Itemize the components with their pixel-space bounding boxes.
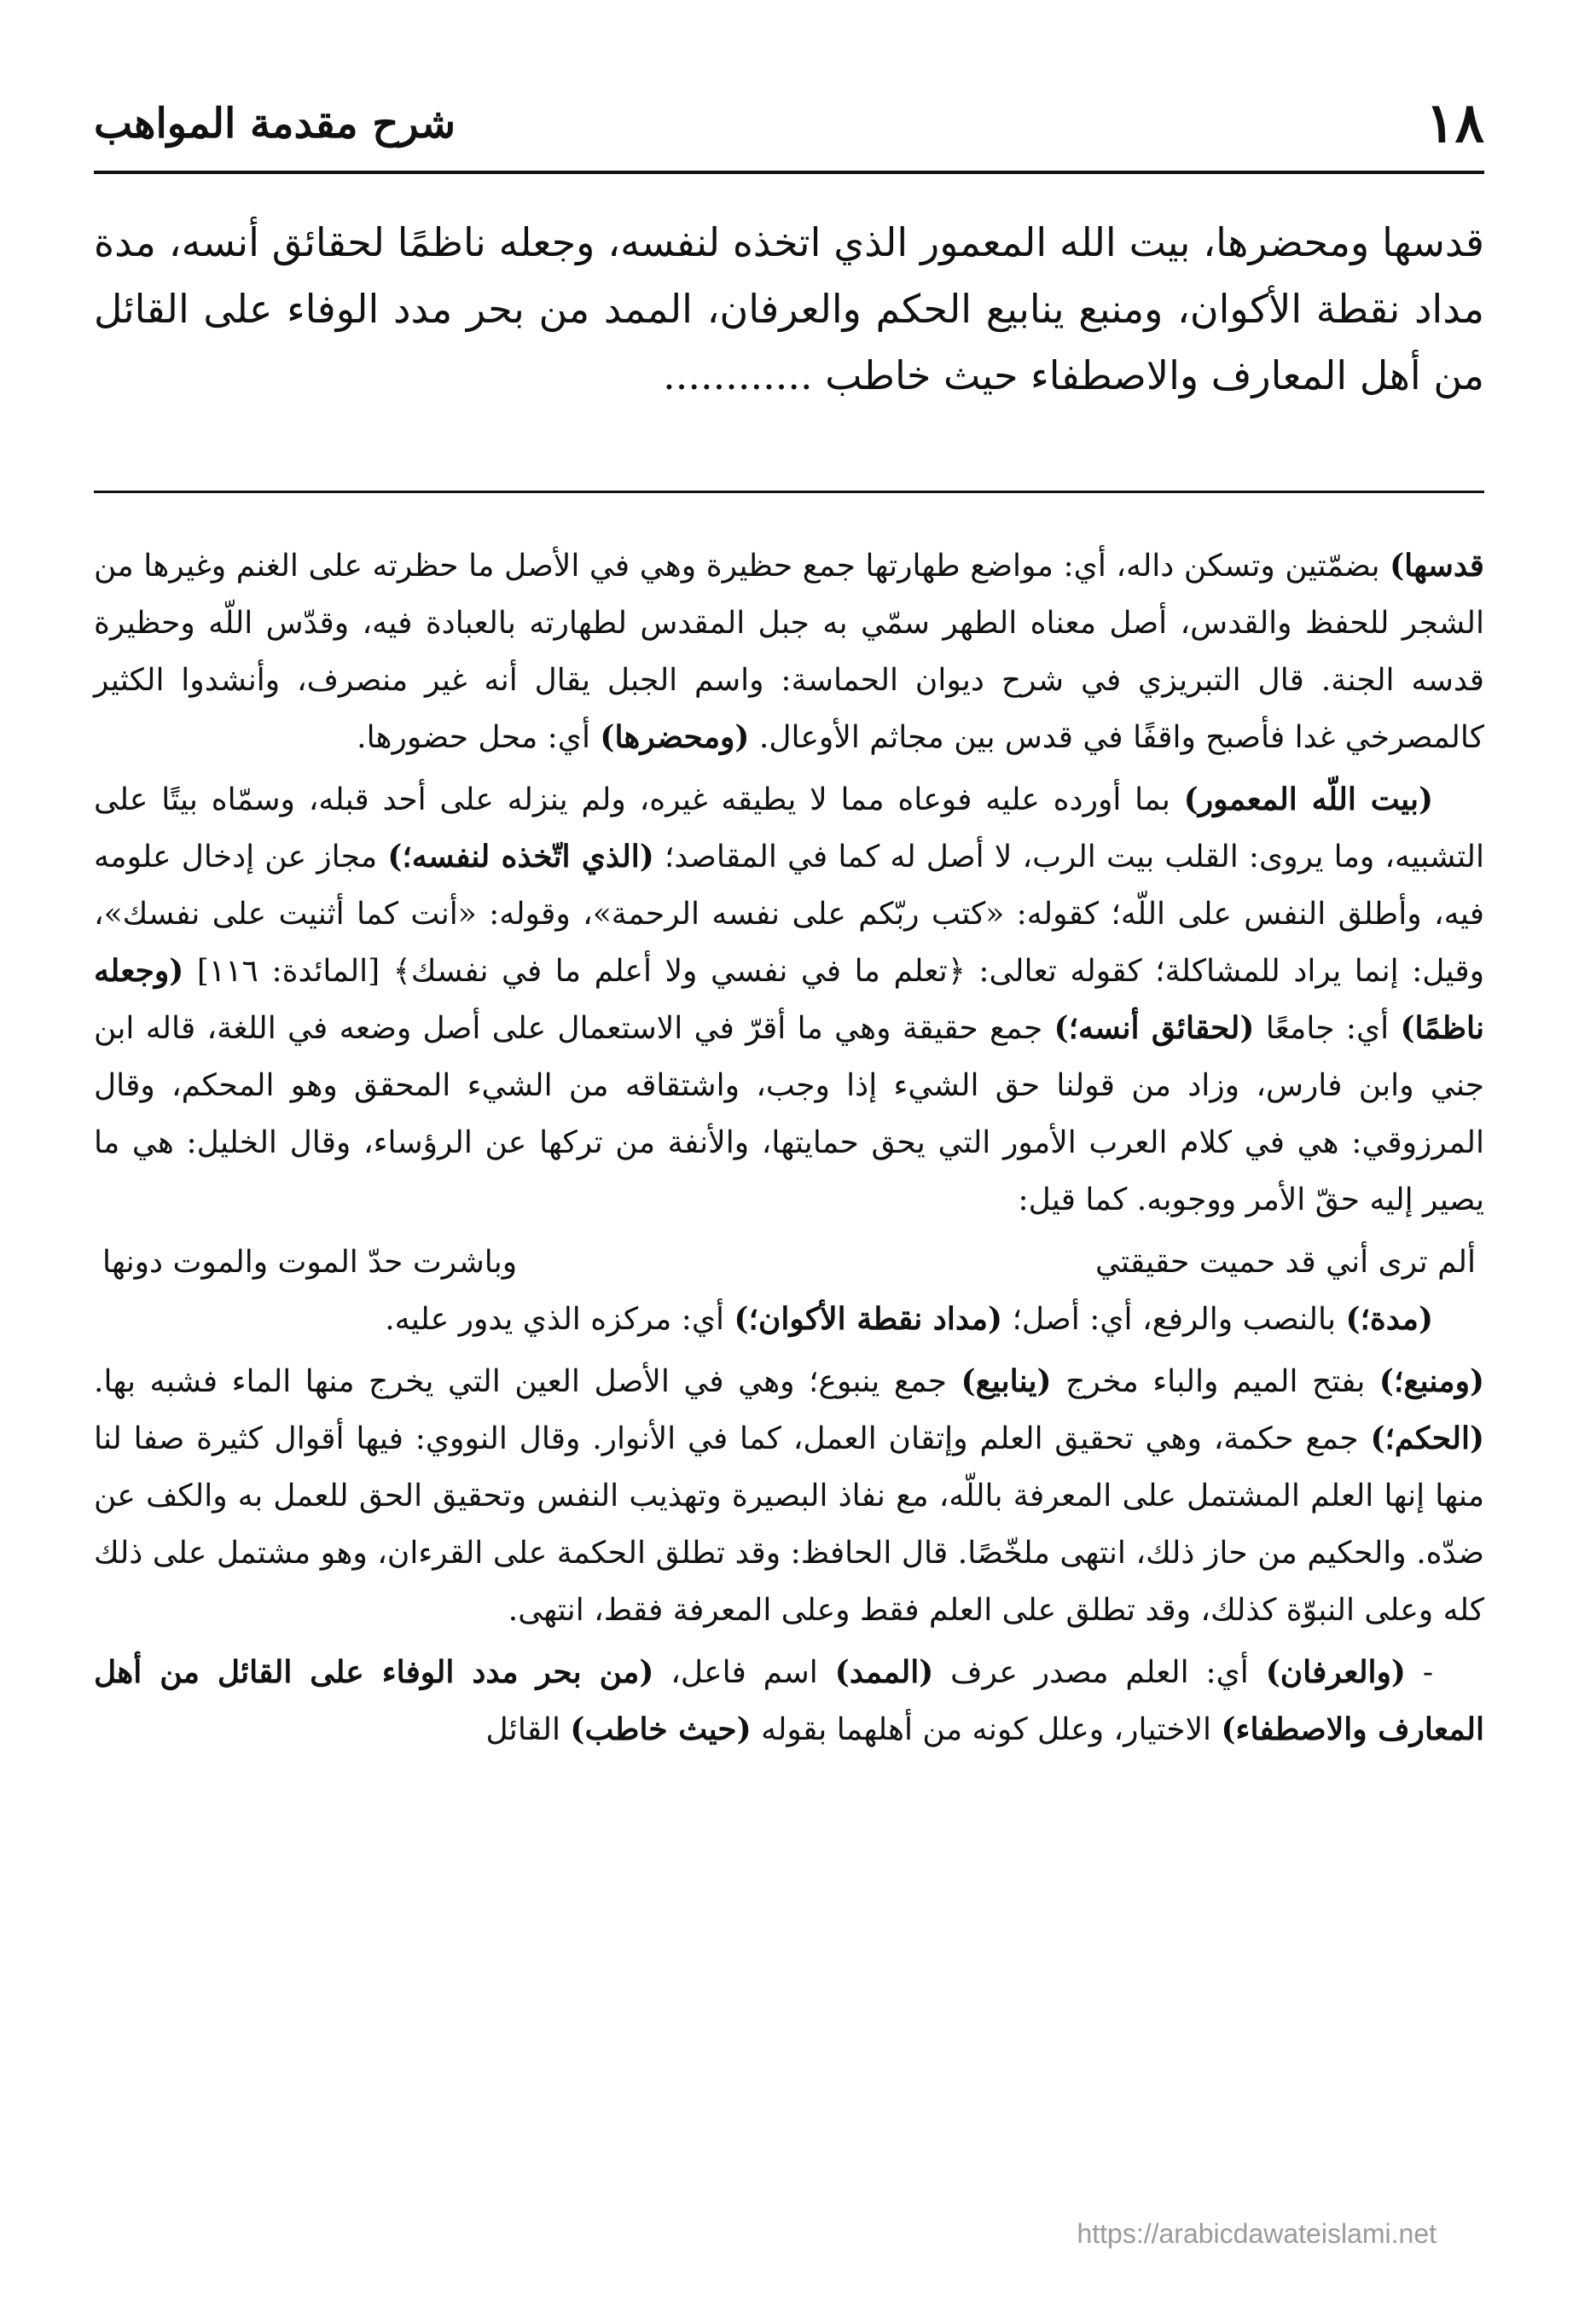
commentary-text: القائل [485, 1712, 571, 1747]
bold-lemma: (ينابيع) [961, 1363, 1052, 1399]
matn-sharh-separator [94, 491, 1484, 493]
bold-lemma: (والعرفان) [1265, 1654, 1406, 1690]
website-watermark: https://arabicdawateislami.net [1077, 2218, 1437, 2249]
commentary-text: بضمّتين وتسكن داله، أي: مواضع طهارتها جمع حظيرة وهي في الأصل ما حظرته على الغنم وغيرها من الشجر للحفظ والقدس، أصل معناه الطهر سمّي به جبل المقدس لطهارته بالعبادة فيه، وقدّس اللّه وحظيرة قدسه الجنة. قال التبريزي في شرح ديوان الحماسة: واسم الجبل يقال أنه غير منصرف، وأنشدوا الكثير كالمصرخي غدا فأصبح واقفًا في قدس بين مجاثم الأوعال. [94, 549, 1484, 755]
commentary-text: جمع ينبوع؛ وهي في الأصل العين التي يخرج منها الماء فشبه بها. [94, 1364, 961, 1399]
header-rule [94, 171, 1484, 174]
bold-lemma: (مدة؛) [1345, 1301, 1433, 1337]
verse-first-hemistich: ألم ترى أني قد حميت حقيقتي [1094, 1245, 1476, 1280]
sharh-paragraph-5 [94, 1644, 1484, 1758]
sharh-paragraph-3 [94, 1291, 1484, 1348]
commentary-text: أي: محل حضورها. [357, 720, 601, 755]
commentary-text: أي: جامعًا [1254, 1011, 1401, 1046]
sharh-paragraph-4 [94, 1353, 1484, 1639]
commentary-text: بفتح الميم والباء مخرج [1051, 1364, 1379, 1399]
page-header [94, 85, 1484, 162]
matn-text-block [94, 209, 1484, 409]
commentary-text: جمع حقيقة وهي ما أقرّ في الاستعمال على أصل وضعه في اللغة، قاله ابن جني وابن فارس، وزاد من قولنا حق الشيء إذا وجب، واشتقاقه من الشيء المحقق وهو المحكم، وقال المرزوقي: هي في كلام العرب الأمور التي يحق حمايتها، والأنفة من تركها عن الرؤساء، وقال الخليل: هي ما يصير إليه حقّ الأمر ووجوبه. كما قيل: [94, 1011, 1484, 1217]
sharh-paragraph-1 [94, 537, 1484, 766]
commentary-text: بالنصب والرفع، أي: أصل؛ [1002, 1302, 1346, 1337]
bold-lemma: (لحقائق أنسه؛) [1054, 1010, 1255, 1046]
bold-lemma: (مداد نقطة الأكوان؛) [734, 1301, 1003, 1337]
bold-lemma: (ومنبع؛) [1379, 1363, 1484, 1399]
bold-lemma: (حيث خاطب) [570, 1711, 752, 1747]
bold-lemma: (الذي اتّخذه لنفسه؛) [387, 839, 654, 874]
bold-lemma: (وجعله ناظمًا) [94, 953, 1484, 1046]
verse-second-hemistich: وباشرت حدّ الموت والموت دونها [102, 1245, 518, 1280]
commentary-text: أي: مركزه الذي يدور عليه. [385, 1302, 734, 1337]
bold-lemma: (الحكم؛) [1370, 1421, 1484, 1456]
commentary-text: جمع حكمة، وهي تحقيق العلم وإتقان العمل، كما في الأنوار. وقال النووي: فيها أقوال كثيرة صفا لنا منها إنها العلم المشتمل على المعرفة باللّه، مع نفاذ البصيرة وتهذيب النفس وتحقيق الحق للعمل به والكف عن ضدّه. والحكيم من حاز ذلك، انتهى ملخّصًا. قال الحافظ: وقد تطلق الحكمة على القرءان، وهو مشتمل على ذلك كله وعلى النبوّة كذلك، وقد تطلق على العلم فقط وعلى المعرفة فقط، انتهى. [94, 1421, 1484, 1628]
commentary-text: الاختيار، وعلل كونه من أهلهما بقوله [751, 1712, 1222, 1747]
matn-paragraph: قدسها ومحضرها، بيت الله المعمور الذي اتخذه لنفسه، وجعله ناظمًا لحقائق أنسه، مدة مداد نقطة الأكوان، ومنبع ينابيع الحكم والعرفان، الممد من بحر مدد الوفاء على القائل من أهل المعارف والاصطفاء حيث خاطب ............ [94, 219, 1484, 398]
bold-lemma: (الممد) [834, 1654, 934, 1690]
bold-lemma: قدسها) [1390, 548, 1484, 584]
running-title: شرح مقدمة المواهب [94, 100, 456, 148]
commentary-text: اسم فاعل، [653, 1655, 835, 1690]
sharh-paragraph-2 [94, 771, 1484, 1229]
poetry-verse [94, 1234, 1484, 1291]
bold-lemma: (من بحر مدد الوفاء على القائل من أهل المعارف والاصطفاء) [94, 1654, 1484, 1747]
commentary-text: - [1405, 1655, 1434, 1690]
page-number: ١٨ [1425, 91, 1484, 155]
bold-lemma: (ومحضرها) [600, 719, 750, 755]
commentary-text: بما أورده عليه فوعاه مما لا يطيقه غيره، ولم ينزله على أحد قبله، وسمّاه بيتًا على التشبيه، وما يروى: القلب بيت الرب، لا أصل له كما في المقاصد؛ [94, 782, 1484, 874]
commentary-text: مجاز عن إدخال علومه فيه، وأطلق النفس على اللّه؛ كقوله: «كتب ربّكم على نفسه الرحمة»، وقوله: «أنت كما أثنيت على نفسك»، وقيل: إنما يراد للمشاكلة؛ كقوله تعالى: ﴿تعلم ما في نفسي ولا أعلم ما في نفسك﴾ [المائدة: ١١٦] [94, 840, 1484, 989]
sharh-commentary [94, 537, 1484, 1763]
bold-lemma: (بيت اللّه المعمور) [1183, 781, 1433, 817]
commentary-text: أي: العلم مصدر عرف [933, 1655, 1266, 1690]
